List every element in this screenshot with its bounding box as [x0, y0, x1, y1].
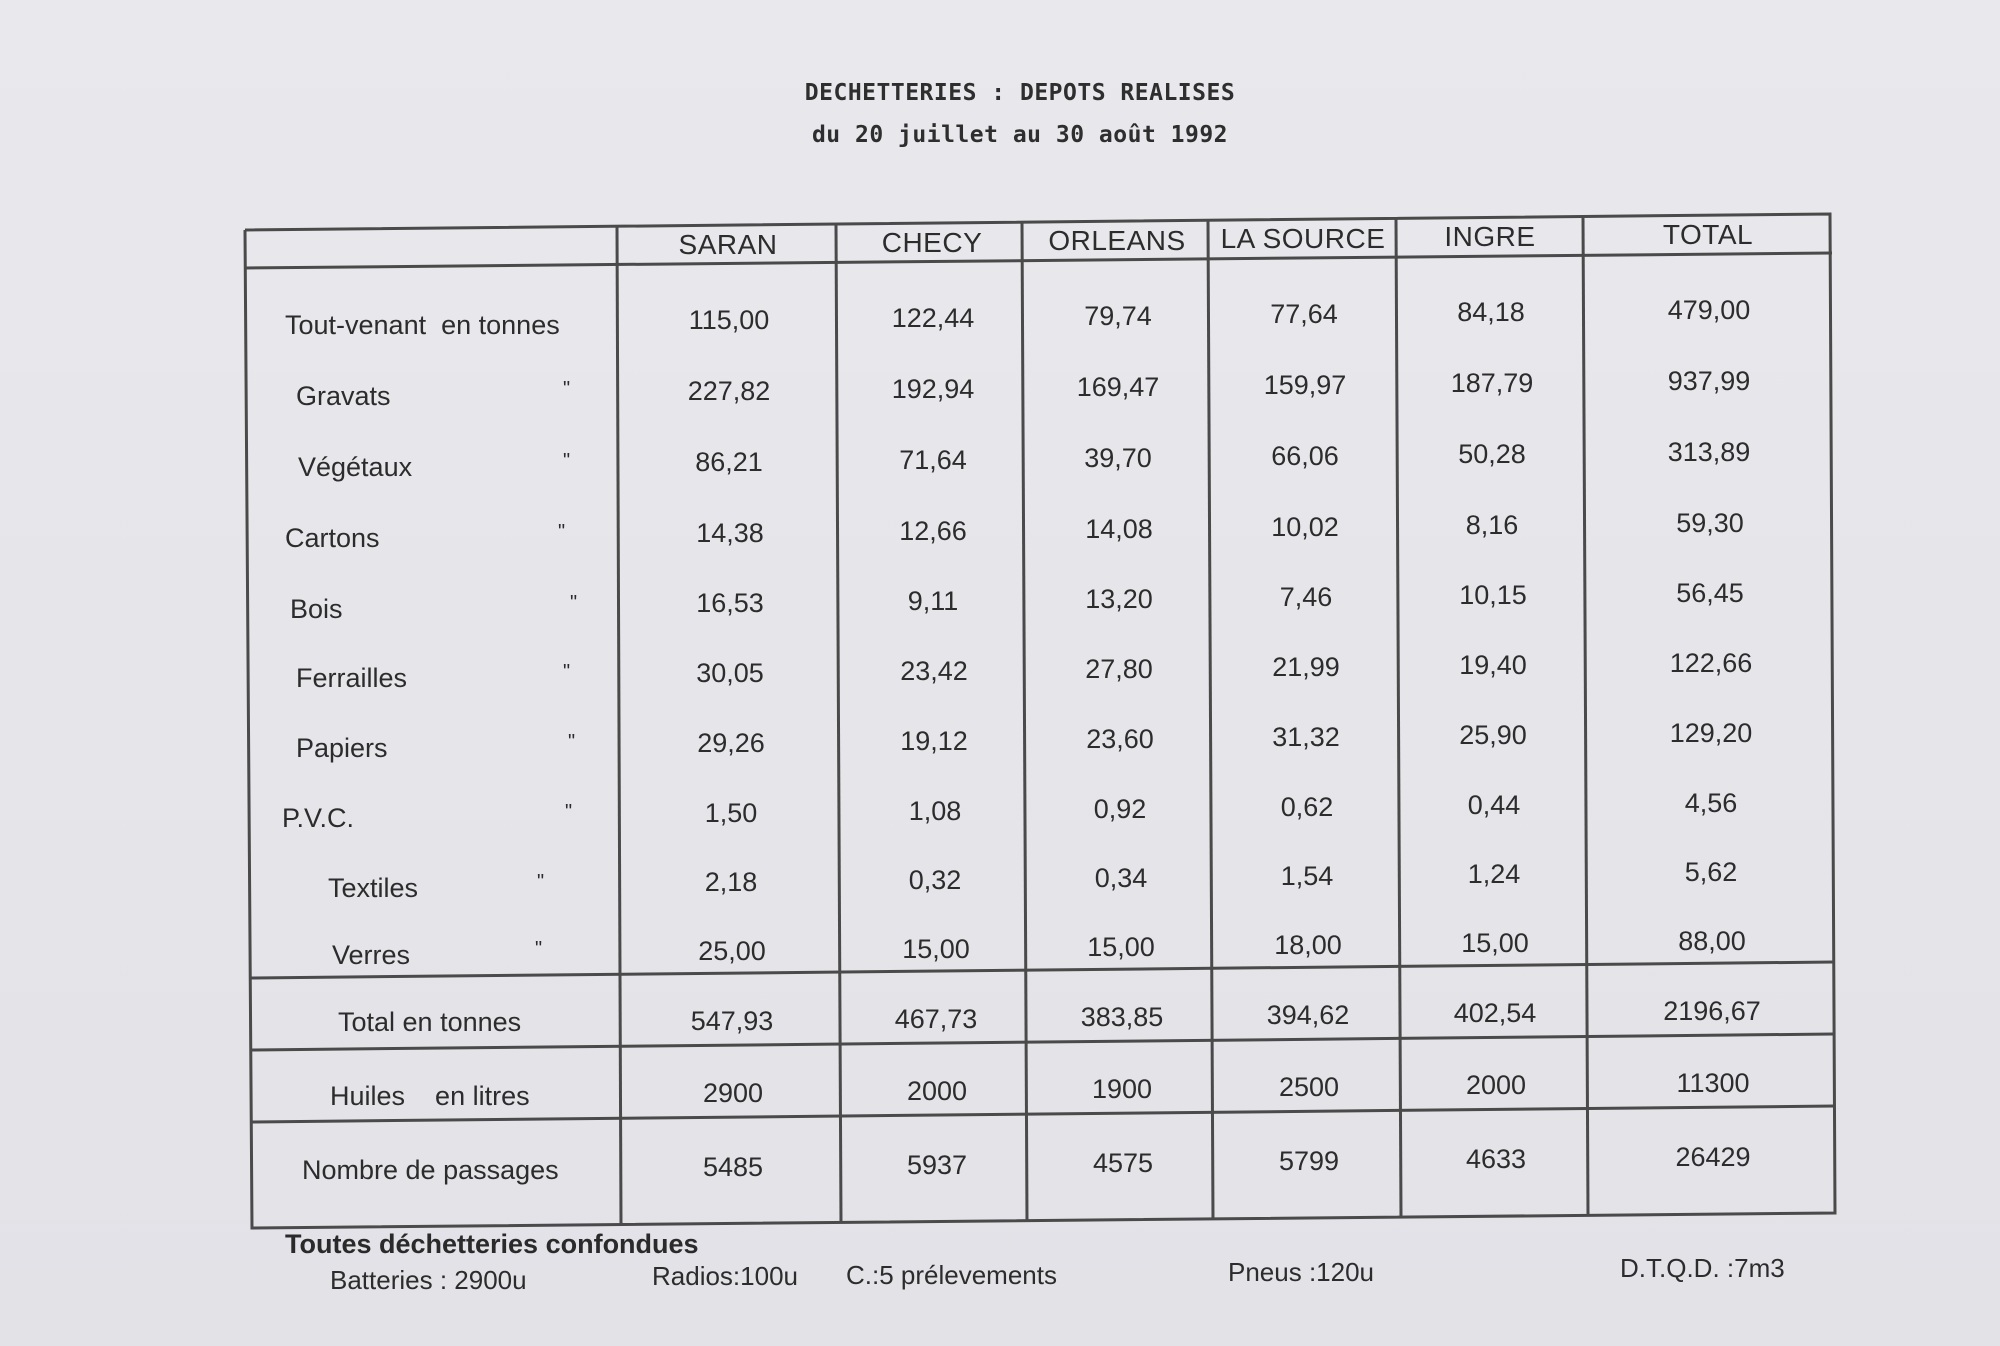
table-cell: 66,06 [1271, 441, 1339, 471]
column-divider [1208, 221, 1213, 1219]
table-cell: 10,02 [1271, 512, 1339, 542]
table-cell: 129,20 [1669, 718, 1753, 748]
row-label-verres: Verres [332, 940, 411, 970]
table-cell: 30,05 [696, 658, 764, 688]
column-header-checy: CHECY [881, 227, 983, 258]
column-header-ingre: INGRE [1444, 221, 1536, 252]
table-cell: 18,00 [1274, 930, 1342, 960]
passages-cell: 4575 [1092, 1148, 1154, 1178]
table-cell: 77,64 [1270, 299, 1338, 329]
table-cell: 187,79 [1450, 368, 1534, 398]
table-cell: 15,00 [902, 934, 970, 964]
table-cell: 39,70 [1084, 443, 1152, 473]
total-cell: 467,73 [894, 1004, 978, 1034]
ditto-mark: " [563, 450, 571, 472]
table-cell: 14,08 [1085, 514, 1153, 544]
table-cell: 14,38 [696, 518, 764, 548]
table-cell: 15,00 [1461, 928, 1529, 958]
passages-cell: 5799 [1278, 1146, 1340, 1176]
table-cell: 19,40 [1459, 650, 1527, 680]
column-divider [836, 225, 841, 1223]
ditto-mark: " [563, 378, 571, 400]
total-divider [250, 962, 1834, 978]
footer-batteries: Batteries : 2900u [330, 1265, 527, 1295]
table-cell: 25,00 [698, 936, 766, 966]
huiles-cell: 11300 [1676, 1068, 1750, 1098]
row-label-ferrailles: Ferrailles [296, 663, 408, 693]
huiles-cell: 1900 [1091, 1074, 1153, 1104]
table-cell: 88,00 [1678, 926, 1746, 956]
table-cell: 71,64 [899, 445, 967, 475]
table-cell: 31,32 [1272, 722, 1340, 752]
table-cell: 122,44 [891, 303, 975, 333]
table-cell: 27,80 [1085, 654, 1153, 684]
column-header-la-source: LA SOURCE [1220, 223, 1386, 254]
header-divider [245, 253, 1832, 268]
table-cell: 23,60 [1086, 724, 1154, 754]
table-cell: 159,97 [1263, 370, 1347, 400]
huiles-cell: 2000 [1465, 1070, 1527, 1100]
table-cell: 25,90 [1459, 720, 1527, 750]
total-cell: 547,93 [690, 1006, 774, 1036]
table-cell: 0,62 [1280, 792, 1334, 822]
ditto-mark: " [537, 871, 545, 893]
row-label-papiers: Papiers [296, 733, 388, 763]
table-cell: 12,66 [899, 516, 967, 546]
total-cell: 402,54 [1453, 998, 1537, 1028]
table-cell: 115,00 [688, 305, 770, 335]
ditto-mark: " [570, 592, 578, 614]
table-cell: 10,15 [1459, 580, 1527, 610]
huiles-cell: 2500 [1278, 1072, 1340, 1102]
table-cell: 0,32 [908, 865, 962, 895]
table-cell: 29,26 [697, 728, 765, 758]
table-cell: 1,24 [1467, 859, 1521, 889]
row-label-pvc: P.V.C. [282, 803, 355, 833]
column-divider [1022, 223, 1027, 1221]
table-cell: 84,18 [1457, 297, 1525, 327]
row-label-gravats: Gravats [296, 381, 391, 411]
document-subtitle: du 20 juillet au 30 août 1992 [811, 122, 1229, 148]
row-label-vegetaux: Végétaux [298, 452, 413, 482]
passages-cell: 4633 [1465, 1144, 1527, 1174]
row-label-total: Total en tonnes [338, 1007, 522, 1037]
table-cell: 4,56 [1684, 788, 1738, 818]
table-cell: 13,20 [1085, 584, 1153, 614]
footer-radios: Radios:100u [652, 1261, 798, 1291]
row-label-tout-venant: Tout-venant en tonnes [285, 310, 560, 340]
column-header-orleans: ORLEANS [1048, 225, 1186, 256]
footer-pneus: Pneus :120u [1228, 1257, 1375, 1287]
ditto-mark: " [558, 521, 566, 543]
row-label-passages: Nombre de passages [302, 1155, 559, 1185]
total-cell: 2196,67 [1663, 996, 1761, 1026]
footer-prelevements: C.:5 prélevements [846, 1260, 1057, 1290]
column-header-saran: SARAN [678, 229, 778, 260]
table-cell: 8,16 [1465, 510, 1519, 540]
column-divider [617, 227, 621, 1225]
ditto-mark: " [563, 661, 571, 683]
table-cell: 0,34 [1094, 863, 1148, 893]
table-cell: 1,50 [704, 798, 758, 828]
total-cell: 383,85 [1080, 1002, 1164, 1032]
ditto-mark: " [535, 938, 543, 960]
row-label-bois: Bois [290, 594, 343, 624]
table-cell: 56,45 [1676, 578, 1744, 608]
document-title: DECHETTERIES : DEPOTS REALISES [804, 80, 1236, 106]
huiles-cell: 2000 [906, 1076, 968, 1106]
table-cell: 192,94 [891, 374, 975, 404]
ditto-mark: " [568, 731, 576, 753]
table-cell: 23,42 [900, 656, 968, 686]
passages-cell: 5937 [906, 1150, 968, 1180]
table-cell: 19,12 [900, 726, 968, 756]
table-cell: 1,54 [1280, 861, 1334, 891]
table-cell: 9,11 [907, 586, 959, 616]
table-cell: 15,00 [1087, 932, 1155, 962]
table-cell: 313,89 [1667, 437, 1751, 467]
ditto-mark: " [565, 801, 573, 823]
column-header-total: TOTAL [1662, 219, 1754, 250]
passages-cell: 5485 [702, 1152, 764, 1182]
row-label-huiles: Huiles en litres [330, 1081, 530, 1111]
table-cell: 50,28 [1458, 439, 1526, 469]
table-cell: 122,66 [1669, 648, 1753, 678]
table-cell: 227,82 [687, 376, 771, 406]
huiles-cell: 2900 [702, 1078, 764, 1108]
column-divider [1583, 217, 1588, 1215]
table-cell: 169,47 [1076, 372, 1160, 402]
passages-cell: 26429 [1675, 1142, 1751, 1172]
table-cell: 86,21 [695, 447, 763, 477]
table-cell: 5,62 [1684, 857, 1738, 887]
table-cell: 21,99 [1272, 652, 1340, 682]
table-cell: 479,00 [1667, 295, 1751, 325]
table-cell: 79,74 [1084, 301, 1152, 331]
footer-dtqd: D.T.Q.D. :7m3 [1620, 1253, 1785, 1283]
table-cell: 2,18 [704, 867, 758, 897]
table-border [245, 214, 1835, 1228]
table-cell: 59,30 [1676, 508, 1744, 538]
table-cell: 0,92 [1093, 794, 1147, 824]
table-cell: 1,08 [908, 796, 962, 826]
total-cell: 394,62 [1266, 1000, 1350, 1030]
table-cell: 0,44 [1467, 790, 1521, 820]
table-cell: 7,46 [1279, 582, 1333, 612]
row-label-textiles: Textiles [328, 873, 419, 903]
row-label-cartons: Cartons [285, 523, 380, 553]
column-divider [1396, 219, 1401, 1217]
footer-title: Toutes déchetteries confondues [285, 1229, 699, 1259]
table-cell: 937,99 [1667, 366, 1751, 396]
table-cell: 16,53 [696, 588, 764, 618]
